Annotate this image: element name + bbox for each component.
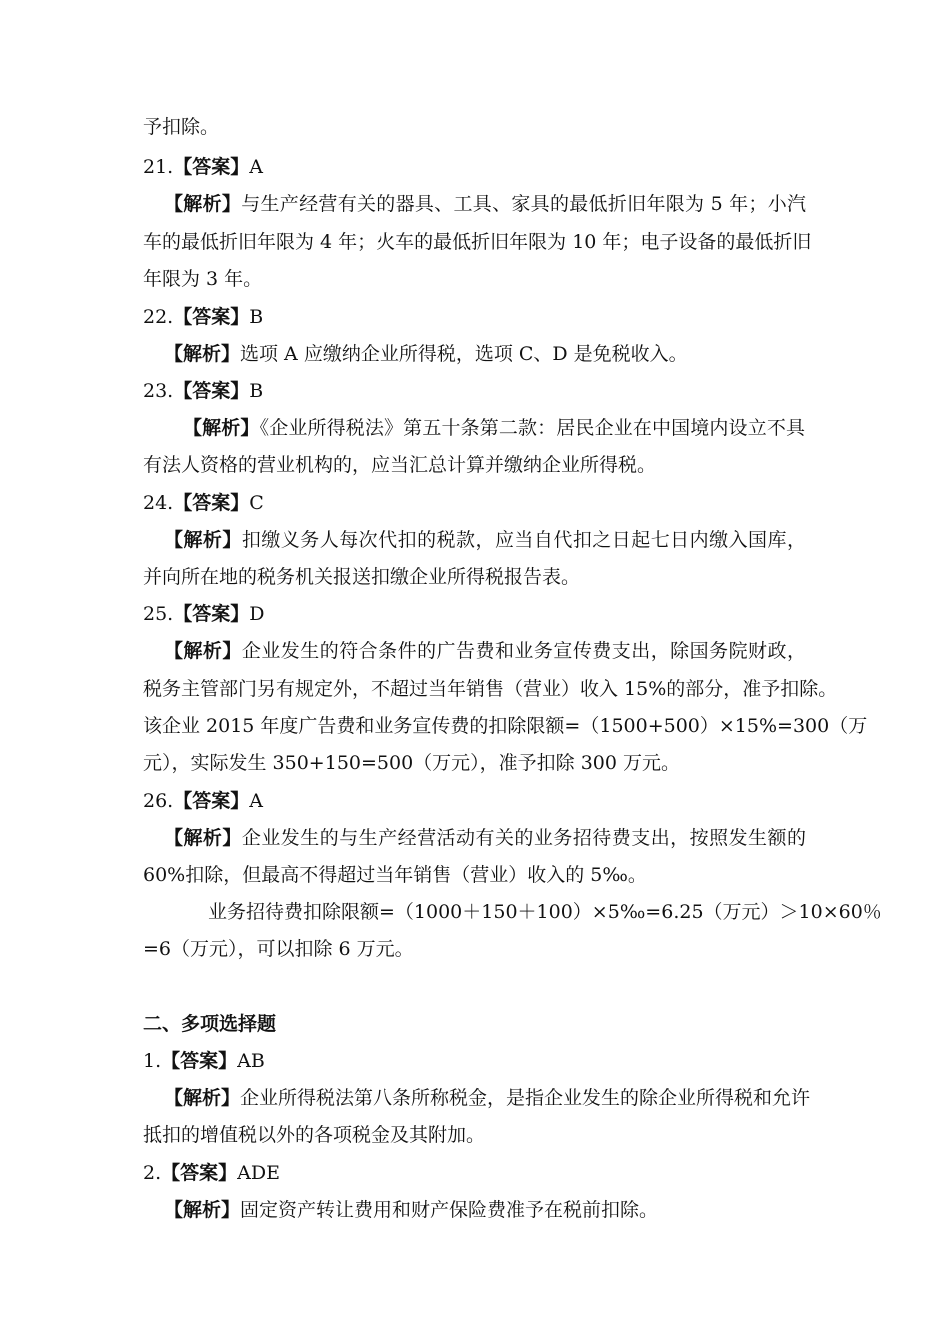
explanation-line: 【解析】企业发生的符合条件的广告费和业务宣传费支出，除国务院财政， bbox=[164, 640, 806, 662]
explanation-line: 该企业 2015 年度广告费和业务宣传费的扣除限额=（1500+500）×15%=300（万 bbox=[143, 715, 868, 737]
answer-line-23: 23.【答案】B bbox=[143, 380, 264, 402]
explanation-line: 业务招待费扣除限额=（1000＋150＋100）×5‰=6.25（万元）＞10×60％ bbox=[208, 901, 882, 923]
explanation-line: 【解析】企业发生的与生产经营活动有关的业务招待费支出，按照发生额的 bbox=[164, 827, 806, 849]
section-heading: 二、多项选择题 bbox=[143, 1013, 277, 1035]
text-line: 予扣除。 bbox=[143, 116, 220, 138]
explanation-line: 【解析】选项 A 应缴纳企业所得税，选项 C、D 是免税收入。 bbox=[164, 343, 688, 365]
answer-line-21: 21.【答案】A bbox=[143, 156, 263, 178]
explanation-line: 车的最低折旧年限为 4 年；火车的最低折旧年限为 10 年；电子设备的最低折旧 bbox=[143, 231, 812, 253]
answer-line-24: 24.【答案】C bbox=[143, 492, 264, 514]
explanation-line: 【解析】企业所得税法第八条所称税金，是指企业发生的除企业所得税和允许 bbox=[164, 1087, 811, 1109]
answer-line-26: 26.【答案】A bbox=[143, 790, 263, 812]
explanation-line: 抵扣的增值税以外的各项税金及其附加。 bbox=[143, 1124, 486, 1146]
answer-line-22: 22.【答案】B bbox=[143, 306, 264, 328]
explanation-line: 年限为 3 年。 bbox=[143, 268, 263, 290]
answer-line-m2: 2.【答案】ADE bbox=[143, 1162, 280, 1184]
explanation-line: 【解析】《企业所得税法》第五十条第二款：居民企业在中国境内设立不具 bbox=[183, 417, 805, 439]
explanation-line: 税务主管部门另有规定外，不超过当年销售（营业）收入 15%的部分，准予扣除。 bbox=[143, 678, 838, 700]
explanation-line: 元），实际发生 350+150=500（万元），准予扣除 300 万元。 bbox=[143, 752, 681, 774]
explanation-line: 【解析】固定资产转让费用和财产保险费准予在税前扣除。 bbox=[164, 1199, 659, 1221]
explanation-line: 并向所在地的税务机关报送扣缴企业所得税报告表。 bbox=[143, 566, 581, 588]
explanation-line: =6（万元），可以扣除 6 万元。 bbox=[143, 938, 414, 960]
explanation-line: 【解析】扣缴义务人每次代扣的税款，应当自代扣之日起七日内缴入国库， bbox=[164, 529, 806, 551]
answer-line-m1: 1.【答案】AB bbox=[143, 1050, 265, 1072]
explanation-line: 有法人资格的营业机构的，应当汇总计算并缴纳企业所得税。 bbox=[143, 454, 657, 476]
answer-line-25: 25.【答案】D bbox=[143, 603, 265, 625]
explanation-line: 【解析】与生产经营有关的器具、工具、家具的最低折旧年限为 5 年；小汽 bbox=[164, 193, 806, 215]
explanation-line: 60%扣除，但最高不得超过当年销售（营业）收入的 5‰。 bbox=[143, 864, 647, 886]
